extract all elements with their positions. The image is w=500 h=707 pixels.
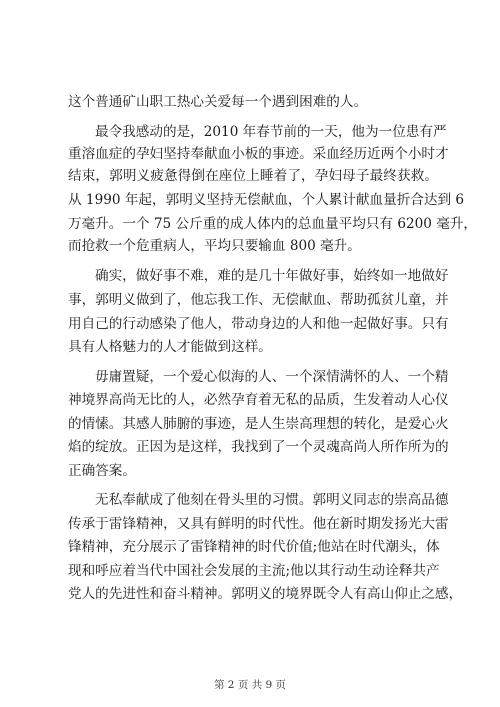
text-line: 正确答案。 (68, 463, 136, 479)
text-line: 神境界高尚无比的人，必然孕育着无私的品质，生发着动人心仪 (68, 392, 449, 408)
text-line: 最令我感动的是，2010 年春节前的一天，他为一位患有严 (95, 124, 447, 140)
text-line: 重溶血症的孕妇坚持奉献血小板的事迹。采血经历近两个小时才 (68, 146, 449, 162)
text-line: 现和呼应着当代中国社会发展的主流;他以其行动生动诠释共产 (68, 563, 440, 579)
text-line: 从 1990 年起，郭明义坚持无偿献血，个人累计献血量折合达到 6 (68, 192, 465, 208)
text-line: 确实，做好事不难，难的是几十年做好事，始终如一地做好 (95, 268, 449, 284)
text-line: 而抢救一个危重病人，平均只要输血 800 毫升。 (68, 238, 361, 254)
text-line: 党人的先进性和奋斗精神。郭明义的境界既令人有高山仰止之感， (68, 586, 463, 602)
text-line: 结束，郭明义疲惫得倒在座位上睡着了，孕妇母子最终获救。 (68, 168, 438, 184)
text-line: 的情愫。其感人肺腑的事迹，是人生崇高理想的转化，是爱心火 (68, 416, 449, 432)
text-line: 锋精神，充分展示了雷锋精神的时代价值;他站在时代潮头，体 (68, 539, 440, 555)
text-line: 具有人格魅力的人才能做到这样。 (68, 339, 272, 355)
text-line: 用自己的行动感染了他人，带动身边的人和他一起做好事。只有 (68, 316, 449, 332)
text-line: 无私奉献成了他刻在骨头里的习惯。郭明义同志的崇高品德 (95, 492, 449, 508)
text-line: 这个普通矿山职工热心关爱每一个遇到困难的人。 (68, 94, 368, 110)
page-number-footer: 第 2 页 共 9 页 (213, 679, 287, 691)
text-line: 万毫升。一个 75 公斤重的成人体内的总血量平均只有 6200 毫升， (68, 216, 478, 232)
text-line: 焰的绽放。正因为是这样，我找到了一个灵魂高尚人所作所为的 (68, 439, 449, 455)
text-line: 事，郭明义做到了，他忘我工作、无偿献血、帮助孤贫儿童，并 (68, 292, 449, 308)
text-line: 毋庸置疑，一个爱心似海的人、一个深情满怀的人、一个精 (95, 369, 449, 385)
text-line: 传承于雷锋精神，又具有鲜明的时代性。他在新时期发扬光大雷 (68, 516, 449, 532)
